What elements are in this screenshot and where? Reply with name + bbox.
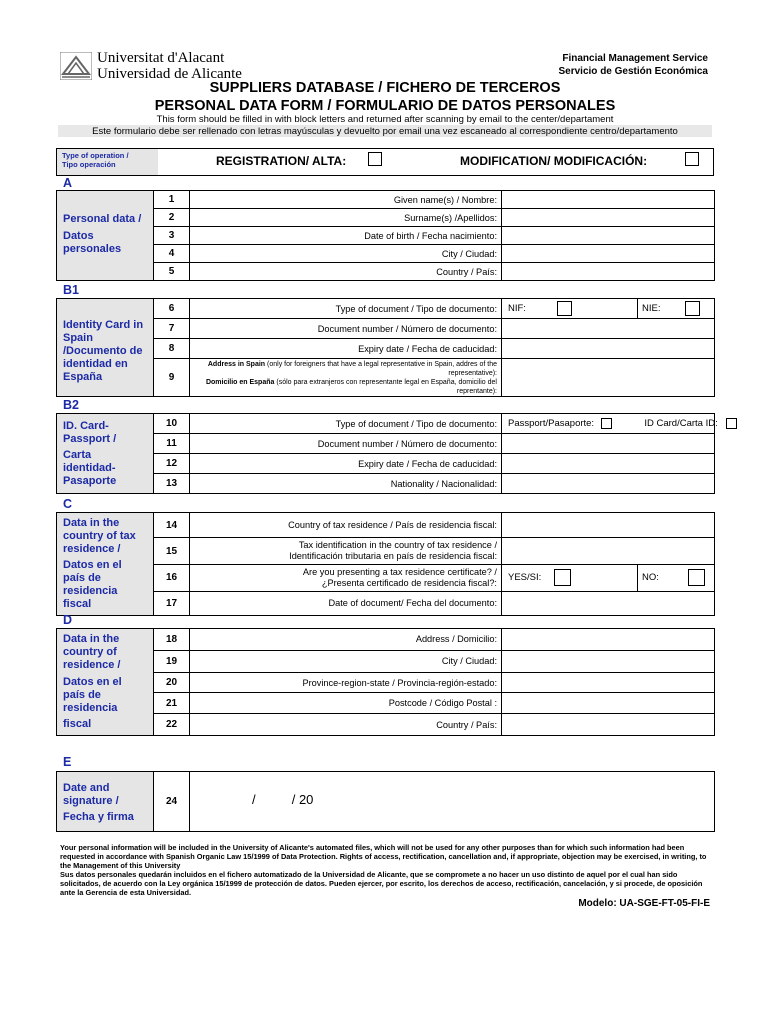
address-spain-note-es: (sólo para extranjeros con representante legal en España, domicilio del reprentante): — [276, 378, 497, 395]
passport-checkbox[interactable] — [601, 418, 612, 429]
given-name-input[interactable] — [502, 191, 715, 209]
row-number: 2 — [154, 209, 190, 227]
tax-certificate-label-es: ¿Presenta certificado de residencia fiscal?: — [321, 577, 497, 588]
row-number: 1 — [154, 191, 190, 209]
surname-input[interactable] — [502, 209, 715, 227]
operation-type-label-es: Tipo operación — [62, 160, 116, 169]
row-number: 8 — [154, 339, 190, 359]
section-d-side-line: país de — [63, 689, 101, 701]
operation-type-label-en: Type of operation / — [62, 151, 129, 160]
tax-id-label-es: Identificación tributaria en país de residencia fiscal: — [289, 551, 497, 562]
section-e-side-line: Fecha y firma — [63, 811, 134, 823]
section-b2-side-line: Pasaporte — [63, 475, 117, 487]
section-b1-side-line: España — [63, 371, 103, 383]
passport-expiry-input[interactable] — [502, 454, 715, 474]
field-label-document-type: Type of document / Tipo de documento: — [190, 414, 502, 434]
section-d-side-line: Datos en el — [63, 676, 122, 688]
nif-option[interactable] — [502, 299, 638, 319]
section-c-side-line: Data in the — [63, 517, 120, 529]
section-b1-side-line: /Documento de — [63, 345, 143, 357]
date-signature-field[interactable]: / / 20 — [190, 772, 715, 832]
no-option[interactable] — [638, 565, 715, 592]
row-number: 13 — [154, 474, 190, 494]
section-e-side-line: Date and — [63, 782, 110, 794]
section-c-side-line: Datos en el — [63, 559, 122, 571]
address-spain-label-en: Address in Spain — [207, 360, 266, 368]
section-b2-side-line: ID. Card- — [63, 420, 109, 432]
birth-date-input[interactable] — [502, 227, 715, 245]
row-number: 10 — [154, 414, 190, 434]
section-b1-letter: B1 — [63, 283, 79, 297]
document-date-input[interactable] — [502, 591, 715, 615]
passport-number-input[interactable] — [502, 434, 715, 454]
field-label-tax-id — [190, 538, 502, 565]
field-label-residence-country: Country / País: — [190, 714, 502, 736]
field-label-country: Country / País: — [190, 263, 502, 281]
modification-checkbox[interactable] — [685, 152, 699, 166]
section-d-letter: D — [63, 613, 73, 627]
field-label-nationality: Nationality / Nacionalidad: — [190, 474, 502, 494]
section-d-side-line: fiscal — [63, 718, 92, 730]
row-number: 15 — [154, 538, 190, 565]
document-number-input[interactable] — [502, 319, 715, 339]
section-c-side-line: fiscal — [63, 598, 92, 610]
tax-id-label-en: Tax identification in the country of tax residence / — [298, 540, 497, 551]
section-d-side — [57, 629, 154, 736]
field-label-document-number: Document number / Número de documento: — [190, 434, 502, 454]
field-label-province: Province-region-state / Provincia-región-estado: — [190, 672, 502, 693]
row-number: 20 — [154, 672, 190, 693]
row-number: 24 — [154, 772, 190, 832]
row-number: 16 — [154, 565, 190, 592]
row-number: 4 — [154, 245, 190, 263]
section-d-side-line: Data in the — [63, 633, 120, 645]
city-input[interactable] — [502, 245, 715, 263]
section-b1-side-line: Spain — [63, 332, 93, 344]
section-b2-side — [57, 414, 154, 494]
row-number: 3 — [154, 227, 190, 245]
form-model-code: Modelo: UA-SGE-FT-05-FI-E — [578, 898, 710, 909]
row-number: 22 — [154, 714, 190, 736]
row-number: 7 — [154, 319, 190, 339]
section-e-side — [57, 772, 154, 832]
row-number: 14 — [154, 513, 190, 538]
privacy-notice-en: Your personal information will be included in the University of Alicante's automated files, which will not be used for any other purposes than for which such information had been requested in accordance with Spanish Organic Law 15/1999 of Data Protection. Rights of access, rectification, cancellation and, if appropriate, objection may be exercised, in writing, to the Management of this University — [60, 843, 707, 870]
field-label-expiry-date: Expiry date / Fecha de caducidad: — [190, 339, 502, 359]
section-c-side-line: país de — [63, 572, 101, 584]
nif-checkbox[interactable] — [557, 301, 572, 316]
section-b2-side-line: Passport / — [63, 433, 117, 445]
operation-type-label — [57, 149, 158, 175]
instructions-en: This form should be filled in with block letters and returned after scanning by email to the center/departament — [156, 114, 614, 125]
section-d-table — [56, 628, 715, 736]
residence-city-input[interactable] — [502, 650, 715, 672]
address-spain-label-es: Domicilio en España — [205, 378, 275, 386]
section-b2-side-line: Carta — [63, 449, 92, 461]
field-label-given-name: Given name(s) / Nombre: — [190, 191, 502, 209]
section-e-side-line: signature / — [63, 795, 119, 807]
section-b1-side-line: Identity Card in — [63, 319, 144, 331]
province-input[interactable] — [502, 672, 715, 693]
id-card-label: ID Card/Carta ID: — [644, 418, 718, 429]
field-label-postcode: Postcode / Código Postal : — [190, 693, 502, 714]
nie-checkbox[interactable] — [685, 301, 700, 316]
section-c-side — [57, 513, 154, 616]
section-a-side — [57, 191, 154, 281]
field-label-tax-certificate — [190, 565, 502, 592]
passport-label: Passport/Pasaporte: — [508, 418, 595, 429]
no-label: NO: — [642, 572, 659, 584]
field-label-document-number: Document number / Número de documento: — [190, 319, 502, 339]
section-c-side-line: residencia — [63, 585, 118, 597]
row-number: 11 — [154, 434, 190, 454]
section-d-side-line: residencia — [63, 702, 118, 714]
field-label-document-date: Date of document/ Fecha del documento: — [190, 591, 502, 615]
residence-country-input[interactable] — [502, 714, 715, 736]
row-number: 19 — [154, 650, 190, 672]
instructions-es: Este formulario debe ser rellenado con letras mayúsculas y devuelto por email una vez escaneado al correspondiente centro/departamento — [92, 126, 678, 137]
field-label-city: City / Ciudad: — [190, 245, 502, 263]
id-card-checkbox[interactable] — [726, 418, 737, 429]
section-b2-table — [56, 413, 718, 494]
row-number: 9 — [154, 359, 190, 397]
expiry-date-input[interactable] — [502, 339, 715, 359]
field-label-residence-city: City / Ciudad: — [190, 650, 502, 672]
logo-text-spanish: Universidad de Alicante — [97, 66, 242, 82]
row-number: 17 — [154, 591, 190, 615]
section-b1-side — [57, 299, 154, 397]
section-a-side-line: personales — [63, 243, 122, 255]
address-input[interactable] — [502, 629, 715, 651]
row-number: 21 — [154, 693, 190, 714]
section-c-side-line: residence / — [63, 543, 121, 555]
form-title-line1: SUPPLIERS DATABASE / FICHERO DE TERCEROS — [209, 80, 561, 96]
nationality-input[interactable] — [502, 474, 715, 494]
no-checkbox[interactable] — [688, 569, 705, 586]
row-number: 12 — [154, 454, 190, 474]
privacy-notice — [60, 843, 710, 897]
section-d-side-line: country of — [63, 646, 117, 658]
row-number: 6 — [154, 299, 190, 319]
section-e-table — [56, 771, 715, 832]
section-b1-table — [56, 298, 715, 397]
country-input[interactable] — [502, 263, 715, 281]
postcode-input[interactable] — [502, 693, 715, 714]
university-logo-icon — [60, 52, 92, 80]
section-e-letter: E — [63, 755, 72, 769]
section-c-side-line: country of tax — [63, 530, 136, 542]
yes-label: YES/SI: — [508, 572, 542, 584]
privacy-notice-es: Sus datos personales quedarán incluidos en el fichero automatizado de la Universidad de Alicante, que se compromete a no hacer un uso distinto de aquel por el cual han sido solicitados, de acuerdo con la Ley orgánica 15/1999 de protección de datos. Pueden ejercer, por escrito, los derechos de acceso, rectificación, cancelación, y si procede, de oposición ante la Gerencia de esta Universidad. — [60, 870, 703, 897]
address-spain-note-en: (only for foreigners that have a legal representative in Spain, addres of the representative): — [267, 360, 497, 377]
nie-label: NIE: — [642, 303, 661, 315]
section-a-table — [56, 190, 715, 281]
field-label-tax-country: Country of tax residence / País de residencia fiscal: — [190, 513, 502, 538]
section-c-letter: C — [63, 497, 73, 511]
section-b2-side-line: identidad- — [63, 462, 116, 474]
tax-certificate-label-en: Are you presenting a tax residence certificate? / — [302, 566, 497, 577]
field-label-address: Address / Domicilio: — [190, 629, 502, 651]
field-label-address-spain — [190, 359, 502, 397]
document-type-options — [502, 414, 718, 434]
section-a-side-line: Datos — [63, 230, 94, 242]
field-label-document-type: Type of document / Tipo de documento: — [190, 299, 502, 319]
section-d-side-line: residence / — [63, 659, 121, 671]
field-label-birth-date: Date of birth / Fecha nacimiento: — [190, 227, 502, 245]
yes-checkbox[interactable] — [554, 569, 571, 586]
section-b2-letter: B2 — [63, 398, 79, 412]
nie-option[interactable] — [638, 299, 715, 319]
modification-label: MODIFICATION/ MODIFICACIÓN: — [460, 154, 648, 168]
registration-checkbox[interactable] — [368, 152, 382, 166]
service-name-es: Servicio de Gestión Económica — [558, 66, 708, 77]
row-number: 5 — [154, 263, 190, 281]
address-spain-input[interactable] — [502, 359, 715, 397]
section-b1-side-line: identidad en — [63, 358, 128, 370]
field-label-expiry-date: Expiry date / Fecha de caducidad: — [190, 454, 502, 474]
tax-country-input[interactable] — [502, 513, 715, 538]
section-a-side-line: Personal data / — [63, 213, 142, 225]
section-a-letter: A — [63, 176, 73, 190]
tax-id-input[interactable] — [502, 538, 715, 565]
logo-text-valencian: Universitat d'Alacant — [97, 50, 225, 66]
form-title-line2: PERSONAL DATA FORM / FORMULARIO DE DATOS PERSONALES — [154, 98, 616, 114]
field-label-surname: Surname(s) /Apellidos: — [190, 209, 502, 227]
service-name-en: Financial Management Service — [562, 53, 708, 64]
section-c-table — [56, 512, 715, 616]
row-number: 18 — [154, 629, 190, 651]
registration-label: REGISTRATION/ ALTA: — [216, 154, 347, 168]
nif-label: NIF: — [508, 303, 526, 315]
yes-option[interactable] — [502, 565, 638, 592]
